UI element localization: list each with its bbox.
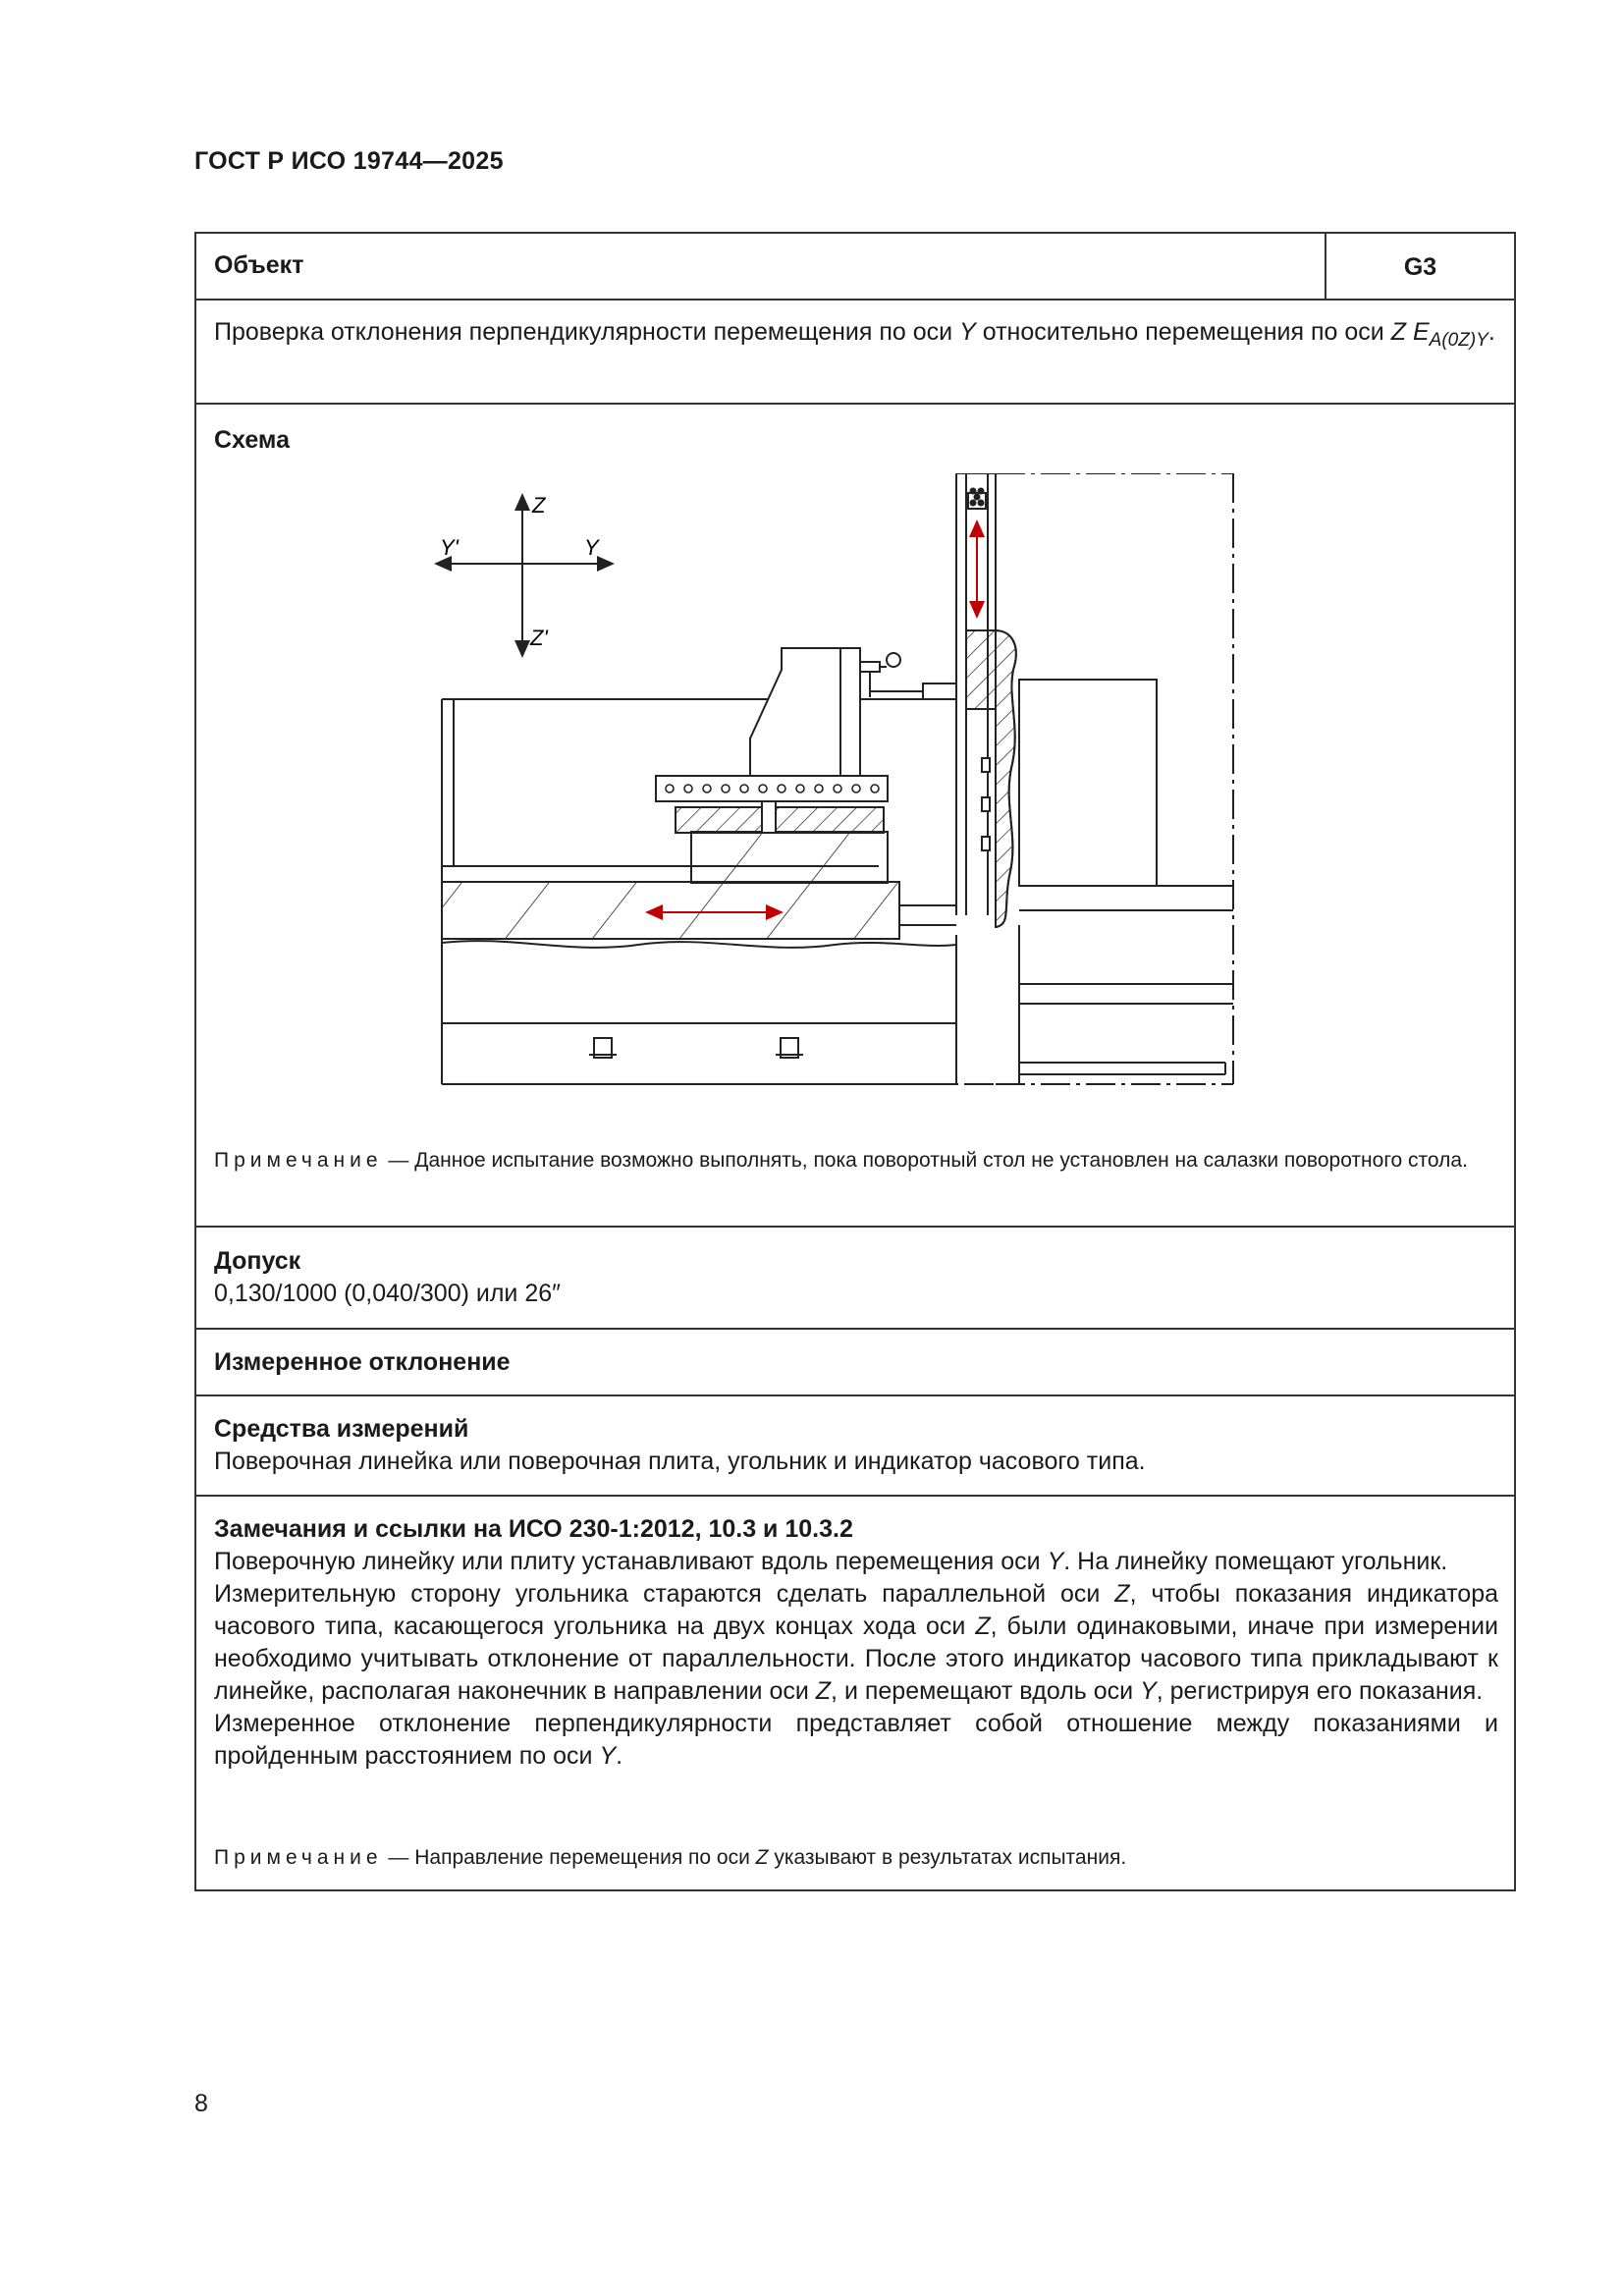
column <box>956 473 1016 927</box>
object-description: Проверка отклонения перпендикулярности перемещения по оси Y относительно перемещения по оси Z $E_{A(0Z)Y}$. <box>214 318 1495 351</box>
instruments-row <box>196 1396 1514 1497</box>
right-unit <box>1019 680 1233 1084</box>
axis-z-neg-label: Z' <box>530 626 548 650</box>
tolerance-label: Допуск <box>214 1247 301 1275</box>
instruments-label: Средства измерений <box>214 1415 469 1443</box>
instruments-text: Поверочная линейка или поверочная плита, угольник и индикатор часового типа. <box>214 1448 1146 1475</box>
straightedge <box>656 776 888 801</box>
axis-cross <box>442 501 607 650</box>
dial-indicator <box>860 653 956 699</box>
object-row <box>196 234 1514 405</box>
scheme-label: Схема <box>214 426 290 454</box>
page-number: 8 <box>194 2090 208 2117</box>
remarks-paragraph-3: Измеренное отклонение перпендикулярности представляет собой отношение между показаниями и пройденным расстоянием по оси Y. <box>214 1710 1498 1770</box>
object-label: Объект <box>214 251 304 279</box>
measured-row <box>196 1330 1514 1396</box>
machine-table <box>442 699 956 1084</box>
axis-z-label: Z <box>532 493 546 518</box>
axis-y-label: Y <box>584 535 599 560</box>
saddle <box>676 799 888 883</box>
remarks-label: Замечания и ссылки на ИСО 230-1:2012, 10.3 и 10.3.2 <box>214 1515 853 1543</box>
remarks-paragraph-2: Измерительную сторону угольника стараются сделать параллельной оси Z, чтобы показания индикатора часового типа, касающегося угольника на двух концах хода оси Z, были одинаковыми, иначе при измерении необходимо учитывать отклонение от параллельности. После этого индикатор часового типа прикладывают к линейке, располагая наконечник в направлении оси Z, и перемещают вдоль оси Y, регистрируя его показания. <box>214 1580 1498 1705</box>
object-header <box>196 234 1514 301</box>
remarks-body <box>214 1546 1498 1773</box>
tolerance-row <box>196 1228 1514 1330</box>
square <box>750 648 860 776</box>
axis-y-neg-label: Y' <box>440 535 459 560</box>
remarks-paragraph-1: Поверочную линейку или плиту устанавливают вдоль перемещения оси Y. На линейку помещают угольник. <box>214 1548 1448 1575</box>
scheme-row <box>196 405 1514 1228</box>
scheme-note: Примечание — Данное испытание возможно выполнять, пока поворотный стол не установлен на салазки поворотного стола. <box>214 1149 1468 1172</box>
remarks-row <box>196 1497 1514 1893</box>
standard-header: ГОСТ Р ИСО 19744—2025 <box>194 147 504 175</box>
object-code: G3 <box>1325 234 1514 301</box>
remarks-note: Примечание — Направление перемещения по оси Z указывают в результатах испытания. <box>214 1846 1127 1869</box>
machine-diagram <box>432 473 1276 1161</box>
tolerance-value: 0,130/1000 (0,040/300) или 26″ <box>214 1280 562 1307</box>
measured-label: Измеренное отклонение <box>214 1348 511 1376</box>
test-table <box>194 232 1516 1891</box>
